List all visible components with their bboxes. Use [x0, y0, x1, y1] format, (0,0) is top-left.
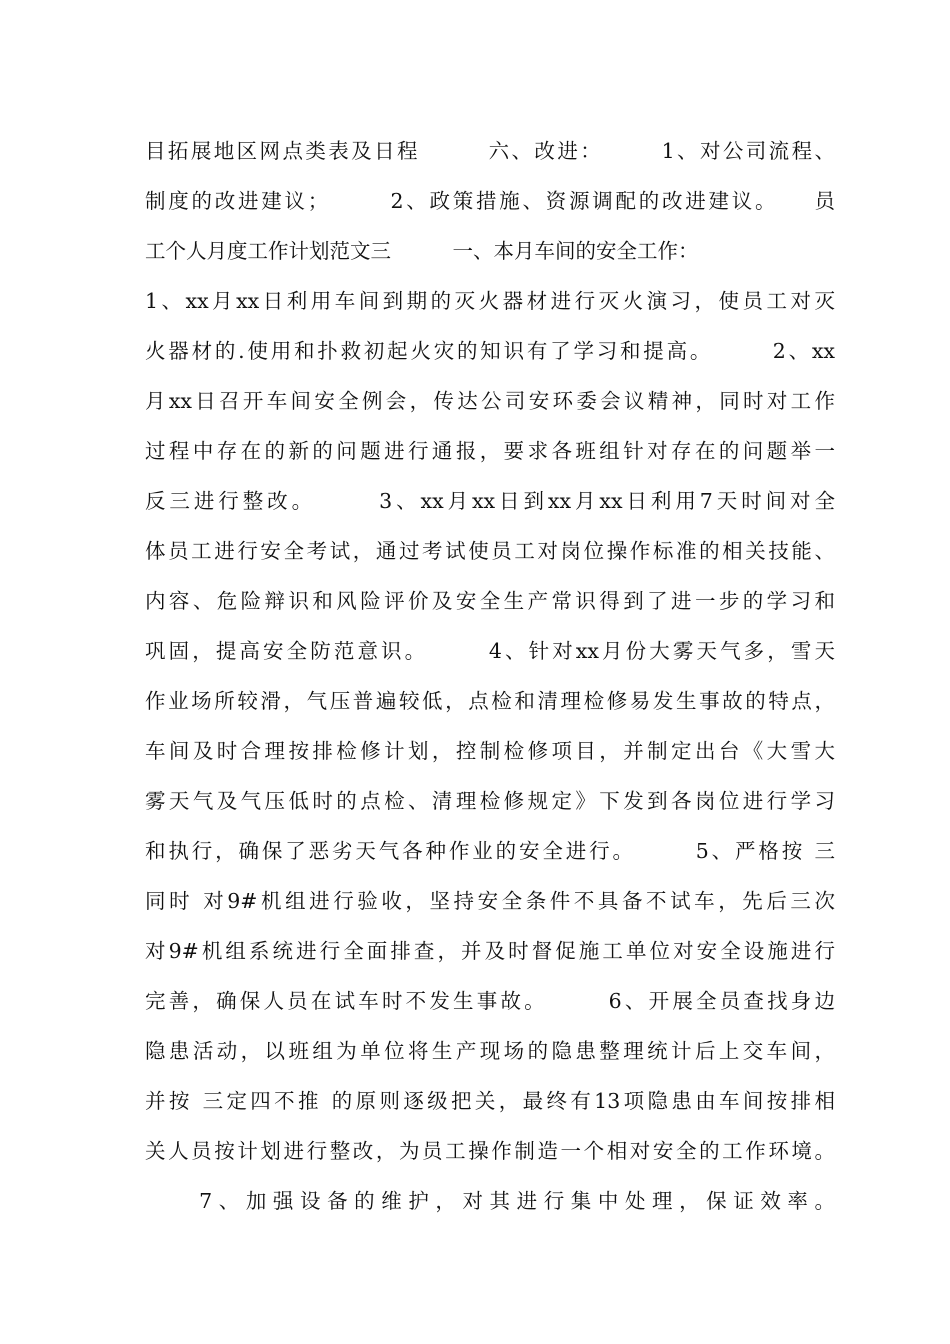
text-line: 雾天气及气压低时的点检、清理检修规定》下发到各岗位进行学习 [145, 789, 835, 813]
text-line: 1、xx月xx日利用车间到期的灭火器材进行灭火演习，使员工对灭 [145, 289, 835, 313]
text-line: 过程中存在的新的问题进行通报，要求各班组针对存在的问题举一 [145, 439, 835, 463]
text-line: 内容、危险辩识和风险评价及安全生产常识得到了进一步的学习和 [145, 589, 835, 613]
text-line: 目拓展地区网点类表及日程 六、改进： 1、对公司流程、 [145, 139, 835, 163]
text-line: 关人员按计划进行整改，为员工操作制造一个相对安全的工作环境。 [145, 1139, 835, 1163]
text-line: 同时 对9#机组进行验收，坚持安全条件不具备不试车，先后三次 [145, 889, 835, 913]
text-line: 7、加强设备的维护，对其进行集中处理，保证效率。 [145, 1189, 835, 1213]
text-line: 车间及时合理按排检修计划，控制检修项目，并制定出台《大雪大 [145, 739, 835, 763]
text-line: 月xx日召开车间安全例会，传达公司安环委会议精神，同时对工作 [145, 389, 835, 413]
text-line: 隐患活动，以班组为单位将生产现场的隐患整理统计后上交车间， [145, 1039, 835, 1063]
text-line: 体员工进行安全考试，通过考试使员工对岗位操作标准的相关技能、 [145, 539, 835, 563]
text-line: 并按 三定四不推 的原则逐级把关，最终有13项隐患由车间按排相 [145, 1089, 835, 1113]
text-line: 作业场所较滑，气压普遍较低，点检和清理检修易发生事故的特点， [145, 689, 835, 713]
text-line: 反三进行整改。 3、xx月xx日到xx月xx日利用7天时间对全 [145, 489, 835, 513]
text-line: 完善，确保人员在试车时不发生事故。 6、开展全员查找身边 [145, 989, 835, 1013]
text-line: 和执行，确保了恶劣天气各种作业的安全进行。 5、严格按 三 [145, 839, 835, 863]
text-line: 对9#机组系统进行全面排查，并及时督促施工单位对安全设施进行 [145, 939, 835, 963]
text-line: 制度的改进建议； 2、政策措施、资源调配的改进建议。 员 [145, 189, 835, 213]
text-line: 火器材的.使用和扑救初起火灾的知识有了学习和提高。 2、xx [145, 339, 835, 363]
text-line: 工个人月度工作计划范文三 一、本月车间的安全工作： [145, 239, 699, 263]
text-line: 巩固，提高安全防范意识。 4、针对xx月份大雾天气多，雪天 [145, 639, 835, 663]
